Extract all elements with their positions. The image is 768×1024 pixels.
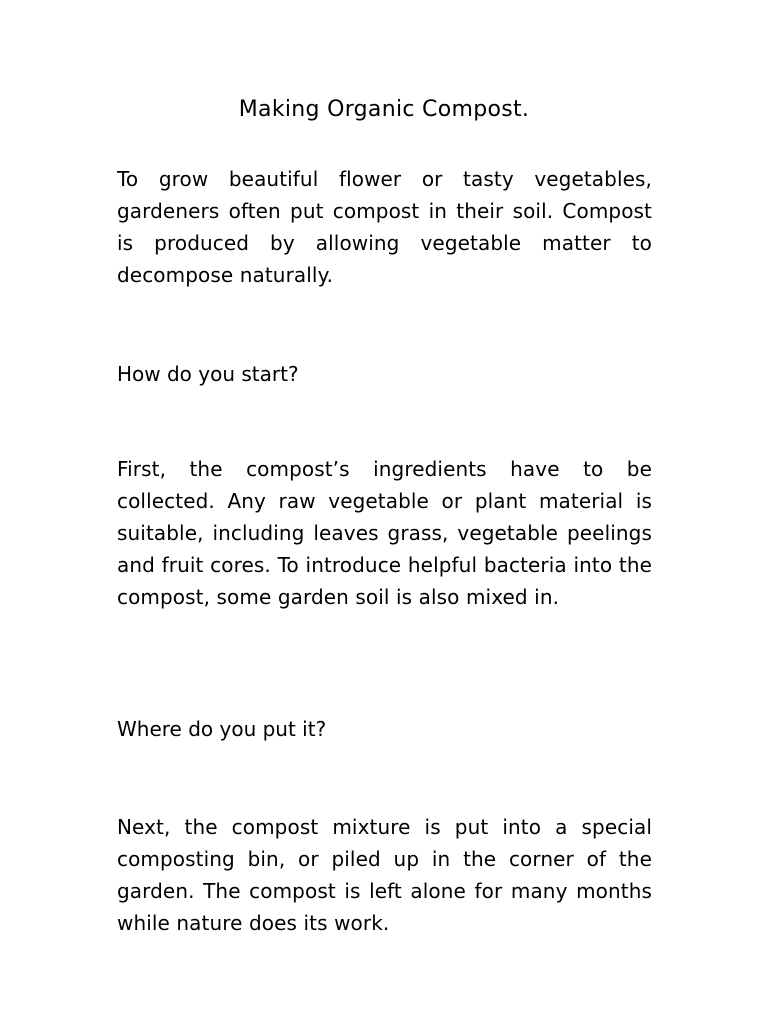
document-title: Making Organic Compost.	[238, 97, 530, 122]
answer-where-to-put: Next, the compost mixture is put into a special composting bin, or piled up in the corner of the garden. The compost is left alone for many months while nature does its work.	[117, 815, 652, 935]
question-how-to-start: How do you start?	[117, 362, 299, 386]
question-where-to-put: Where do you put it?	[117, 717, 327, 741]
answer-how-to-start: First, the compost’s ingredients have to be collected. Any raw vegetable or plant material is suitable, including leaves grass, vegetable peelings and fruit cores. To introduce helpful bacteria into the compost, some garden soil is also mixed in.	[117, 457, 652, 609]
intro-paragraph: To grow beautiful flower or tasty vegetables, gardeners often put compost in their soil. Compost is produced by allowing vegetable matter to decompose naturally.	[117, 167, 652, 287]
